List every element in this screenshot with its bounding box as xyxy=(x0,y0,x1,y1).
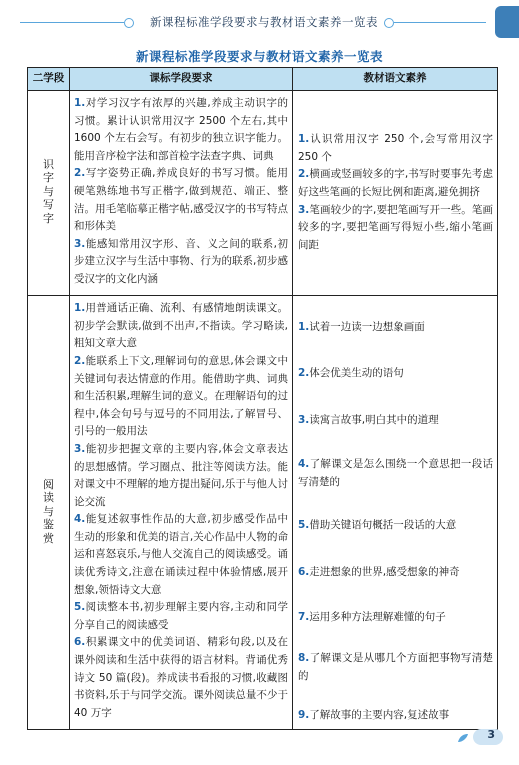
stage-label: 阅读与鉴赏 xyxy=(43,477,54,545)
literacy-item: 2.体会优美生动的语句 xyxy=(298,367,404,380)
requirements-cell xyxy=(70,91,293,296)
literacy-item: 4.了解课文是怎么围绕一个意思把一段话写清楚的 xyxy=(298,458,493,488)
requirement-item: 5.阅读整本书,初步理解主要内容,主动和同学分享自己的阅读感受 xyxy=(74,601,288,631)
literacy-item: 9.了解故事的主要内容,复述故事 xyxy=(298,709,450,722)
literacy-cell xyxy=(293,295,498,730)
requirement-item: 6.积累课文中的优美词语、精彩句段,以及在课外阅读和生活中获得的语言材料。背诵优秀诗文 50 篇(段)。养成读书看报的习惯,收藏图书资料,乐于与同学交流。课外阅读总量不少于 40 万字 xyxy=(74,636,288,719)
table-row xyxy=(28,91,498,296)
header-rule-right xyxy=(394,22,486,23)
literacy-item: 8.了解课文是从哪几个方面把事物写清楚的 xyxy=(298,652,493,682)
corner-tab xyxy=(495,6,519,38)
curriculum-table xyxy=(27,67,498,730)
literacy-item: 7.运用多种方法理解难懂的句子 xyxy=(298,610,446,623)
literacy-item: 1.试着一边读一边想象画面 xyxy=(298,320,425,333)
requirement-item: 3.能初步把握文章的主要内容,体会文章表达的思想感情。学习圈点、批注等阅读方法。能对课文中不理解的地方提出疑问,乐于与他人讨论交流 xyxy=(74,442,288,508)
stage-label: 识字与写字 xyxy=(43,157,54,225)
requirement-item: 4.能复述叙事性作品的大意,初步感受作品中生动的形象和优美的语言,关心作品中人物的命运和喜怒哀乐,与他人交流自己的阅读感受。诵读优秀诗文,注意在诵读过程中体验情感,展开想象,领悟诗文大意 xyxy=(74,513,288,596)
running-header xyxy=(0,0,519,40)
column-header-stage: 二学段 xyxy=(28,68,70,91)
page-number: 3 xyxy=(487,728,495,741)
stage-cell xyxy=(28,295,70,730)
literacy-cell xyxy=(293,91,498,296)
literacy-item: 6.走进想象的世界,感受想象的神奇 xyxy=(298,566,460,579)
requirement-item: 2.写字姿势正确,养成良好的书写习惯。能用硬笔熟练地书写正楷字,做到规范、端正、整洁。用毛笔临摹正楷字帖,感受汉字的书写特点和形体美 xyxy=(74,167,288,233)
table-row xyxy=(28,295,498,730)
leaf-icon xyxy=(457,733,469,743)
running-title: 新课程标准学段要求与教材语文素养一览表 xyxy=(150,15,378,29)
table-header-row xyxy=(28,68,498,91)
header-dot-right-icon xyxy=(384,18,394,28)
column-header-requirements: 课标学段要求 xyxy=(70,68,293,91)
requirement-item: 1.对学习汉字有浓厚的兴趣,养成主动识字的习惯。累计认识常用汉字 2500 个左右,其中 1600 个左右会写。有初步的独立识字能力。能用音序检字法和部首检字法查字典、词典 xyxy=(74,97,288,162)
requirements-cell xyxy=(70,295,293,730)
header-rule-left xyxy=(20,22,124,23)
literacy-item: 2.横画或竖画较多的字,书写时要事先考虑好这些笔画的长短比例和距离,避免拥挤 xyxy=(298,168,493,198)
requirement-item: 3.能感知常用汉字形、音、义之间的联系,初步建立汉字与生活中事物、行为的联系,初步感受汉字的文化内涵 xyxy=(74,237,288,285)
header-dot-left-icon xyxy=(124,18,134,28)
column-header-literacy: 教材语文素养 xyxy=(293,68,498,91)
page-title: 新课程标准学段要求与教材语文素养一览表 xyxy=(135,49,383,64)
requirement-item: 2.能联系上下文,理解词句的意思,体会课文中关键词句表达情意的作用。能借助字典、词典和生活积累,理解生词的意义。在理解语句的过程中,体会句号与逗号的不同用法,了解冒号、引号的一般用法 xyxy=(74,354,288,438)
literacy-item: 3.读寓言故事,明白其中的道理 xyxy=(298,413,439,426)
stage-cell xyxy=(28,91,70,296)
literacy-item: 5.借助关键语句概括一段话的大意 xyxy=(298,518,457,531)
literacy-item: 3.笔画较少的字,要把笔画写开一些。笔画较多的字,要把笔画写得短小些,缩小笔画间距 xyxy=(298,203,493,251)
requirement-item: 1.用普通话正确、流利、有感情地朗读课文。初步学会默读,做到不出声,不指读。学习略读,粗知文章大意 xyxy=(74,302,288,350)
literacy-item: 1.认识常用汉字 250 个,会写常用汉字 250 个 xyxy=(298,133,493,163)
